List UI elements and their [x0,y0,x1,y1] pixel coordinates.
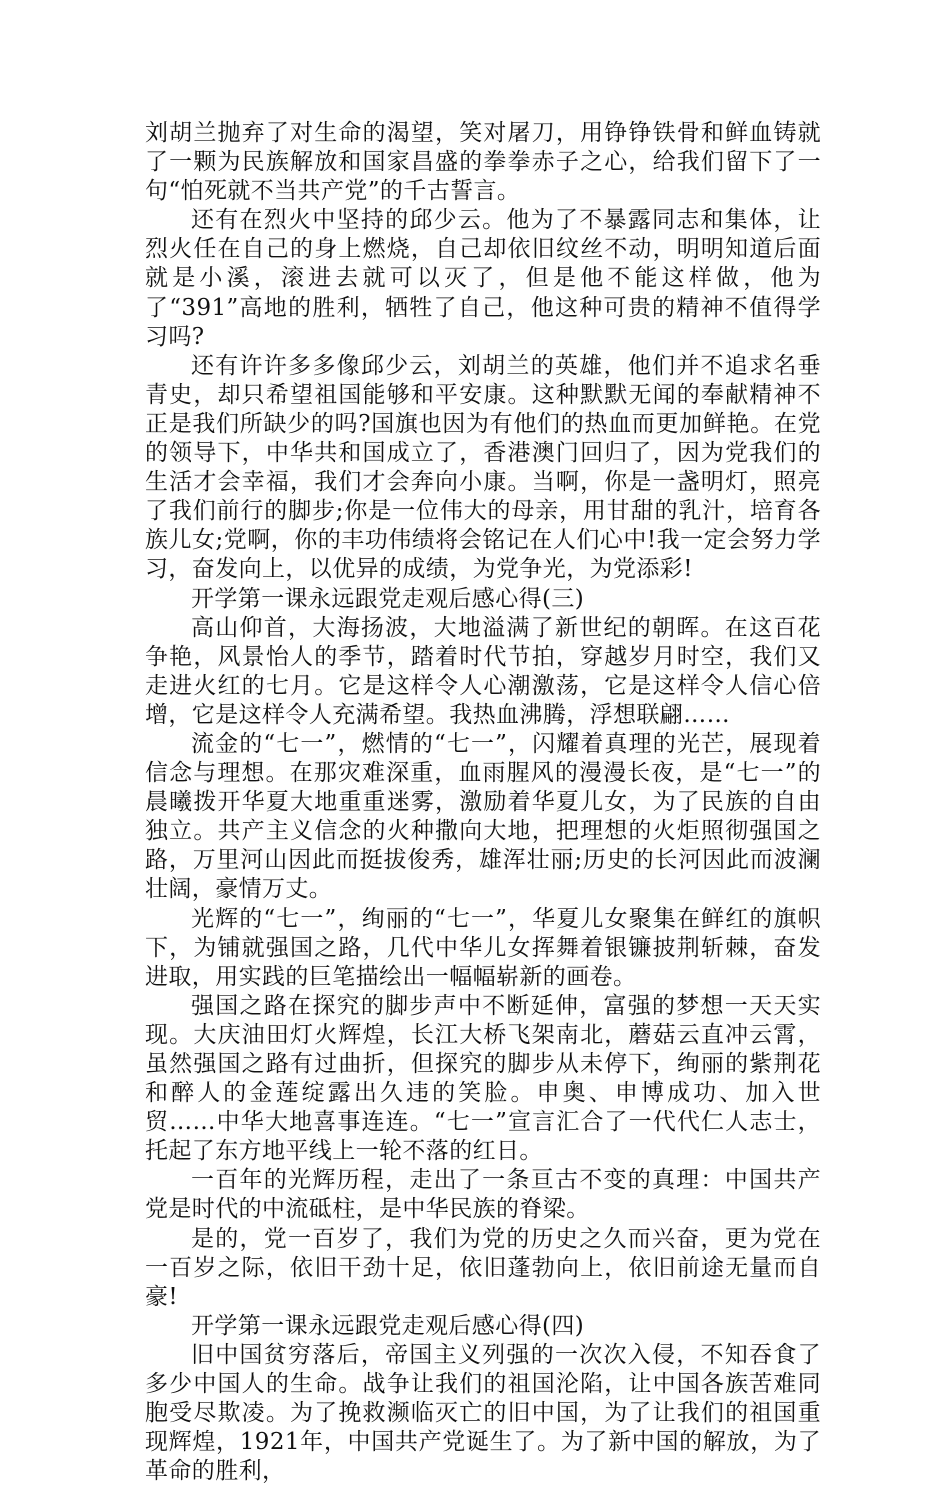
paragraph: 还有在烈火中坚持的邱少云。他为了不暴露同志和集体，让烈火任在自己的身上燃烧，自己却依旧纹丝不动，明明知道后面就是小溪，滚进去就可以灭了，但是他不能这样做，他为了“391”高地的胜利，牺牲了自己，他这种可贵的精神不值得学习吗? [145,207,821,350]
section-heading: 开学第一课永远跟党走观后感心得(四) [191,1312,585,1339]
paragraph: 一百年的光辉历程，走出了一条亘古不变的真理：中国共产党是时代的中流砥柱，是中华民族的脊梁。 [145,1167,821,1223]
section-heading: 开学第一课永远跟党走观后感心得(三) [191,585,585,612]
document-body [145,119,821,1486]
paragraph: 高山仰首，大海扬波，大地溢满了新世纪的朝晖。在这百花争艳，风景怡人的季节，踏着时代节拍，穿越岁月时空，我们又走进火红的七月。它是这样令人心潮激荡，它是这样令人信心倍增，它是这样令人充满希望。我热血沸腾，浮想联翩…… [145,614,821,728]
paragraph: 是的，党一百岁了，我们为党的历史之久而兴奋，更为党在一百岁之际，依旧干劲十足，依旧蓬勃向上，依旧前途无量而自豪! [145,1225,821,1310]
paragraph: 流金的“七一”，燃情的“七一”，闪耀着真理的光芒，展现着信念与理想。在那灾难深重，血雨腥风的漫漫长夜，是“七一”的晨曦拨开华夏大地重重迷雾，激励着华夏儿女，为了民族的自由独立。共产主义信念的火种撒向大地，把理想的火炬照彻强国之路，万里河山因此而挺拔俊秀，雄浑壮丽;历史的长河因此而波澜壮阔，豪情万丈。 [145,730,821,903]
paragraph: 还有许许多多像邱少云，刘胡兰的英雄，他们并不追求名垂青史，却只希望祖国能够和平安康。这种默默无闻的奉献精神不正是我们所缺少的吗?国旗也因为有他们的热血而更加鲜艳。在党的领导下，中华共和国成立了，香港澳门回归了，因为党我们的生活才会幸福，我们才会奔向小康。当啊，你是一盏明灯，照亮了我们前行的脚步;你是一位伟大的母亲，用甘甜的乳汁，培育各族儿女;党啊，你的丰功伟绩将会铭记在人们心中!我一定会努力学习，奋发向上，以优异的成绩，为党争光，为党添彩! [145,352,821,583]
paragraph: 刘胡兰抛弃了对生命的渴望，笑对屠刀，用铮铮铁骨和鲜血铸就了一颗为民族解放和国家昌盛的拳拳赤子之心，给我们留下了一句“怕死就不当共产党”的千古誓言。 [145,120,821,205]
paragraph: 强国之路在探究的脚步声中不断延伸，富强的梦想一天天实现。大庆油田灯火辉煌，长江大桥飞架南北，蘑菇云直冲云霄，虽然强国之路有过曲折，但探究的脚步从未停下，绚丽的紫荆花和醉人的金莲绽露出久违的笑脸。申奥、申博成功、加入世贸……中华大地喜事连连。“七一”宣言汇合了一代代仁人志士，托起了东方地平线上一轮不落的红日。 [145,992,821,1165]
paragraph: 旧中国贫穷落后，帝国主义列强的一次次入侵，不知吞食了多少中国人的生命。战争让我们的祖国沦陷，让中国各族苦难同胞受尽欺凌。为了挽救濒临灭亡的旧中国，为了让我们的祖国重现辉煌，1921年，中国共产党诞生了。为了新中国的解放，为了革命的胜利， [145,1341,821,1485]
paragraph: 光辉的“七一”，绚丽的“七一”，华夏儿女聚集在鲜红的旗帜下，为铺就强国之路，几代中华儿女挥舞着银镰披荆斩棘，奋发进取，用实践的巨笔描绘出一幅幅崭新的画卷。 [145,905,821,990]
